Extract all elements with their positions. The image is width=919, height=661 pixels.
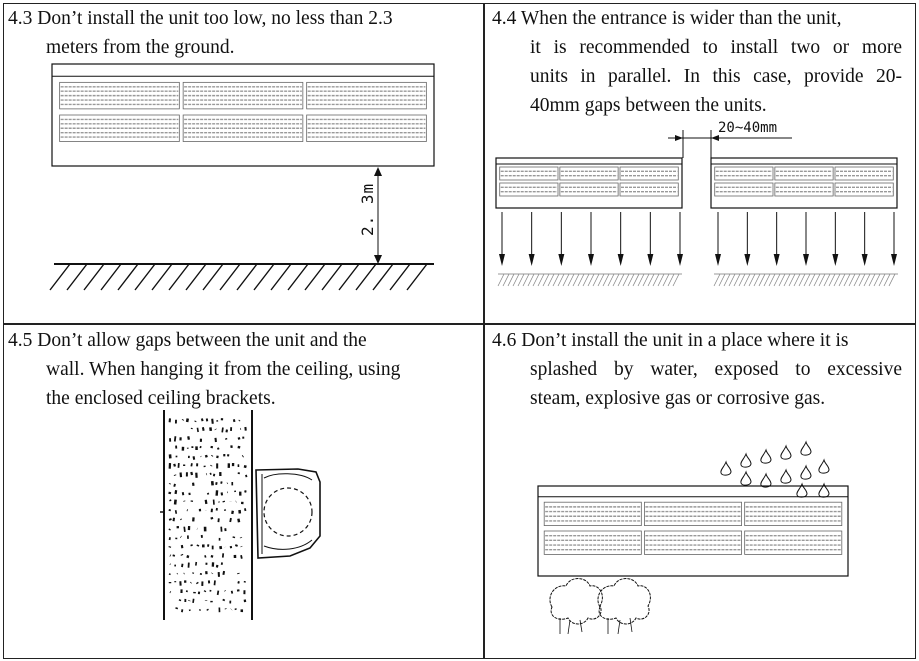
ground-hatch-icon bbox=[0, 0, 482, 322]
hazard-diagram bbox=[480, 322, 916, 659]
panel-4-4 bbox=[480, 0, 916, 322]
panel-4-6-line-3: steam, explosive gas or corrosive gas. bbox=[530, 388, 826, 409]
panel-4-4-line-4: 40mm gaps between the units. bbox=[530, 95, 767, 116]
panel-4-6 bbox=[480, 322, 916, 659]
panel-4-3-line-2: meters from the ground. bbox=[46, 37, 235, 58]
ceiling-bracket-icon bbox=[0, 322, 482, 659]
panel-4-3 bbox=[0, 0, 482, 322]
air-curtain-unit-icon bbox=[496, 158, 682, 208]
panel-4-4-line-2: it is recommended to install two or more bbox=[530, 37, 902, 58]
water-drop-icon bbox=[721, 442, 829, 497]
panel-4-4-line-1: 4.4 When the entrance is wider than the unit, bbox=[492, 8, 842, 29]
panel-4-6-line-1: 4.6 Don’t install the unit in a place where it is bbox=[492, 330, 849, 351]
height-dimension-label: 2. 3m bbox=[358, 182, 377, 236]
panel-number: 4.4 bbox=[492, 8, 517, 29]
panel-number: 4.3 bbox=[8, 8, 33, 29]
airflow-arrow-icon bbox=[499, 212, 897, 266]
steam-cloud-icon bbox=[550, 579, 650, 635]
panel-4-5 bbox=[0, 322, 482, 659]
parallel-units-diagram bbox=[480, 0, 916, 322]
gap-dimension-label: 20~40mm bbox=[718, 120, 778, 136]
air-curtain-unit-icon bbox=[538, 486, 848, 576]
ground-hatch-icon bbox=[498, 274, 898, 286]
panel-number: 4.6 bbox=[492, 330, 517, 351]
panel-4-5-line-1: 4.5 Don’t allow gaps between the unit and the bbox=[8, 330, 367, 351]
panel-number: 4.5 bbox=[8, 330, 33, 351]
panel-4-3-line-1: 4.3 Don’t install the unit too low, no less than 2.3 bbox=[8, 8, 393, 29]
air-curtain-unit-icon bbox=[711, 158, 897, 208]
panel-4-5-line-2: wall. When hanging it from the ceiling, using bbox=[46, 359, 401, 380]
panel-4-5-line-3: the enclosed ceiling brackets. bbox=[46, 388, 276, 409]
panel-4-6-line-2: splashed by water, exposed to excessive bbox=[530, 359, 902, 380]
panel-4-4-line-3: units in parallel. In this case, provide 20- bbox=[530, 66, 902, 87]
